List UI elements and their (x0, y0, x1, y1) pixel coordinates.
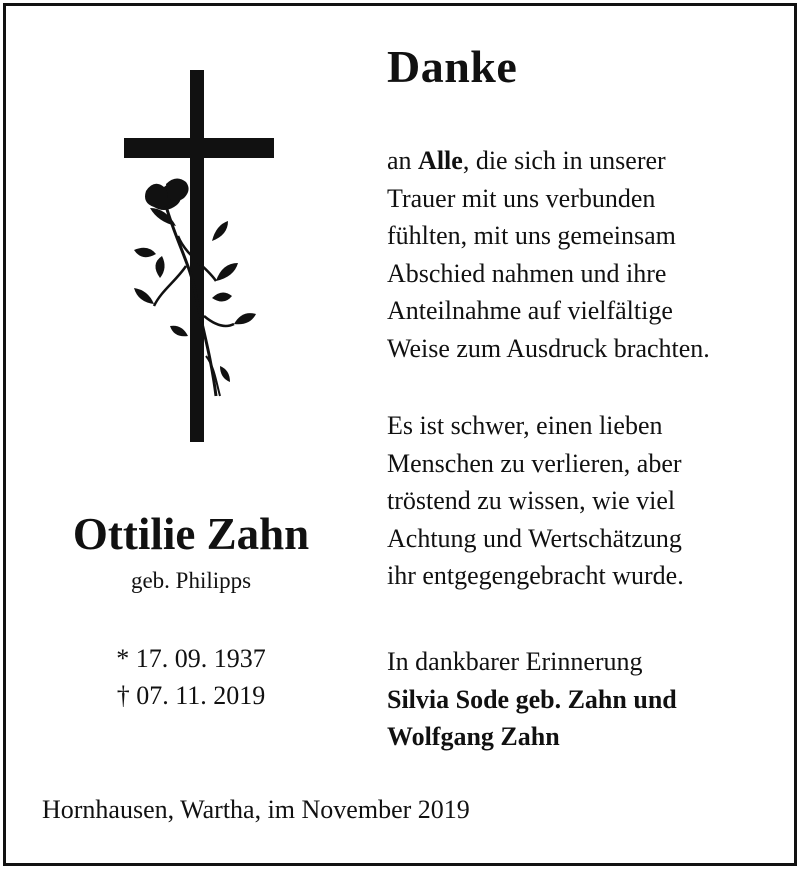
comfort-line: Menschen zu verlieren, aber (387, 448, 682, 478)
comfort-line: Achtung und Wertschätzung (387, 523, 682, 553)
thanks-line: Weise zum Ausdruck brachten. (387, 333, 710, 363)
text-fragment: an (387, 146, 419, 175)
death-date: † 07. 11. 2019 (116, 681, 266, 710)
thanks-line: Anteilnahme auf vielfältige (387, 296, 673, 325)
deceased-name: Ottilie Zahn (72, 509, 310, 559)
thanks-line: Abschied nahmen und ihre (387, 258, 667, 288)
thanks-line: fühlten, mit uns gemeinsam (387, 221, 676, 250)
comfort-paragraph (387, 407, 684, 595)
signature-block (387, 643, 677, 756)
emphasis-text: Alle (418, 146, 463, 175)
comfort-line: ihr entgegengebracht wurde. (387, 561, 684, 590)
birth-date: * 17. 09. 1937 (116, 644, 266, 673)
obituary-notice (3, 3, 797, 866)
heading: Danke (387, 41, 518, 92)
cross-with-rose-illustration (116, 66, 286, 451)
life-dates (6, 640, 376, 714)
place-and-date: Hornhausen, Wartha, im November 2019 (42, 795, 470, 824)
comfort-line: tröstend zu wissen, wie viel (387, 486, 676, 515)
birth-name: geb. Philipps (130, 568, 252, 593)
signature-name: Silvia Sode geb. Zahn und (387, 684, 677, 714)
thanks-line: Trauer mit uns verbunden (387, 183, 656, 213)
comfort-line: Es ist schwer, einen lieben (387, 411, 663, 440)
signature-name: Wolfgang Zahn (387, 722, 560, 751)
thanks-paragraph (387, 142, 710, 367)
signature-intro: In dankbarer Erinnerung (387, 647, 643, 676)
thanks-line (387, 142, 710, 180)
text-fragment: , die sich in unserer (462, 146, 666, 175)
